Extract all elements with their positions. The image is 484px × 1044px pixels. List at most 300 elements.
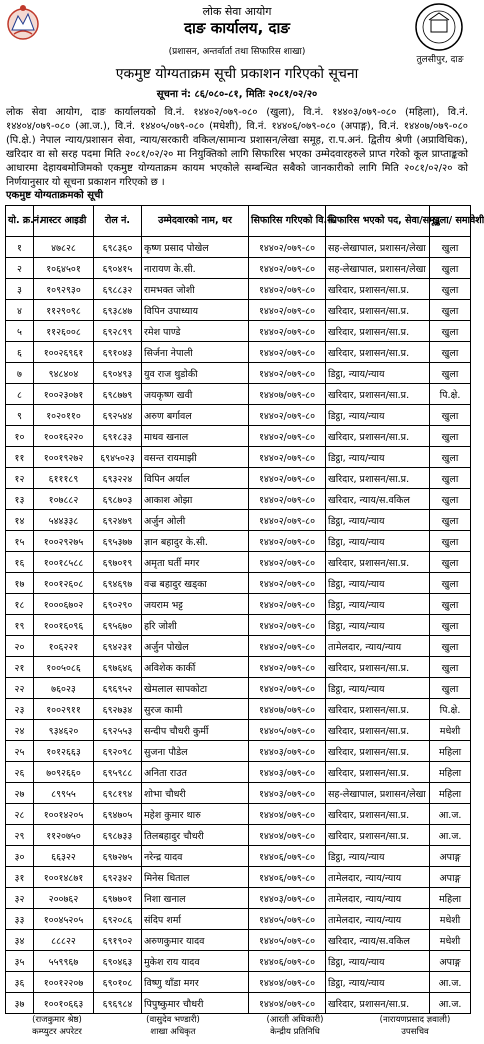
cell-serial: १५ bbox=[6, 531, 34, 552]
cell-roll-no: ६९०४९३ bbox=[94, 363, 142, 384]
cell-serial: १७ bbox=[6, 573, 34, 594]
cell-post: डिट्ठा, न्याय/न्याय bbox=[326, 363, 430, 384]
cell-roll-no: ६९०४१५ bbox=[94, 258, 142, 279]
table-row bbox=[6, 342, 471, 363]
signatory-role: कम्प्युटर अपरेटर bbox=[32, 1027, 82, 1037]
cell-post: डिट्ठा, न्याय/न्याय bbox=[326, 972, 430, 993]
cell-master-id: ९३४६२० bbox=[34, 720, 94, 741]
cell-advert-no: १४४०४/०७९-८० bbox=[249, 804, 326, 825]
column-header-candidate-name: उम्मेदवारको नाम, थर bbox=[142, 206, 249, 237]
cell-post: डिट्ठा, न्याय/न्याय bbox=[326, 594, 430, 615]
notice-title: एकमुष्ट योग्यताक्रम सूची प्रकाशन गरिएको सूचना bbox=[115, 66, 359, 82]
cell-category: अपाङ्ग bbox=[430, 846, 471, 867]
cell-advert-no: १४४०२/०७९-८० bbox=[249, 531, 326, 552]
cell-advert-no: १४४०२/०७९-८० bbox=[249, 300, 326, 321]
cell-category: खुला bbox=[430, 363, 471, 384]
cell-roll-no: ६९४७०५ bbox=[94, 804, 142, 825]
table-row bbox=[6, 720, 471, 741]
cell-roll-no: ६९७०१९ bbox=[94, 552, 142, 573]
table-row bbox=[6, 489, 471, 510]
table-row bbox=[6, 615, 471, 636]
cell-serial: २५ bbox=[6, 741, 34, 762]
cell-post: तामेलदार, न्याय/न्याय bbox=[326, 867, 430, 888]
cell-advert-no: १४४०२/०७९-८० bbox=[249, 258, 326, 279]
cell-category: खुला bbox=[430, 615, 471, 636]
cell-candidate-name: वज्र बहादुर खड्का bbox=[142, 573, 249, 594]
signature-central-representative bbox=[240, 1014, 350, 1038]
table-row bbox=[6, 888, 471, 909]
cell-candidate-name: आकाश ओझा bbox=[142, 489, 249, 510]
cell-master-id: ६१११८९ bbox=[34, 468, 94, 489]
column-header-post: सिफारिस भएको पद, सेवा/समूह bbox=[326, 206, 430, 237]
cell-category: अपाङ्ग bbox=[430, 867, 471, 888]
signatory-role: उपसचिव bbox=[401, 1027, 429, 1037]
table-row bbox=[6, 783, 471, 804]
cell-master-id: ८८८२२ bbox=[34, 930, 94, 951]
cell-serial: २० bbox=[6, 636, 34, 657]
merit-list-table bbox=[5, 205, 484, 1014]
cell-serial: २७ bbox=[6, 783, 34, 804]
cell-post: तामेलदार, न्याय/न्याय bbox=[326, 909, 430, 930]
cell-candidate-name: सुरज कामी bbox=[142, 699, 249, 720]
signature-section-officer bbox=[118, 1014, 228, 1038]
cell-post: डिट्ठा, न्याय/न्याय bbox=[326, 510, 430, 531]
notice-body: लोक सेवा आयोग, दाङ कार्यालयको वि.नं. १४४०२/०७९-०८० (खुला), वि.नं. १४४०३/०७९-०८० (महिला), वि.नं. १४४०४/०७९-०८० (आ.ज.), वि.नं. १४४०५/०७९-०८० (मधेशी), वि.नं. १४४०६/०७९-०८० (अपाङ्ग), वि.नं. १४४०७/०७९-०८० (पि.क्षे.) नेपाल न्याय/प्रशासन सेवा, न्याय/सरकारी वकिल/सामान्य प्रशासन/लेखा समूह, रा.प.अनं. द्वितीय श्रेणी (अप्राविधिक), खरिदार वा सो सरह पदमा मिति २०८१/०२/२० मा नियुक्तिको लागि सिफारिस भएका उम्मेदवारहरुले प्राप्त गरेको कूल प्राप्ताङ्कको आधारमा देहायबमोजिमको एकमुष्ट योग्यताक्रम कायम भएकोले सम्बन्धित सबैको जानकारीको लागि मिति २०८१/०२/२० को निर्णयानुसार यो सूचना प्रकाशन गरिएको छ । bbox=[6, 107, 468, 188]
cell-master-id: १००१२२०७ bbox=[34, 972, 94, 993]
table-row bbox=[6, 552, 471, 573]
cell-category: खुला bbox=[430, 594, 471, 615]
cell-advert-no: १४४०३/०७९-८० bbox=[249, 783, 326, 804]
cell-master-id: १०७८८२ bbox=[34, 489, 94, 510]
cell-advert-no: १४४०४/०७९-८० bbox=[249, 825, 326, 846]
table-row bbox=[6, 867, 471, 888]
cell-post: खरिदार, न्याय/स.वकिल bbox=[326, 930, 430, 951]
cell-candidate-name: संदिप शर्मा bbox=[142, 909, 249, 930]
cell-candidate-name: मुकेश राय यादव bbox=[142, 951, 249, 972]
table-row bbox=[6, 972, 471, 993]
cell-post: डिट्ठा, न्याय/न्याय bbox=[326, 531, 430, 552]
cell-master-id: ११२६००८ bbox=[34, 321, 94, 342]
table-row bbox=[6, 447, 471, 468]
cell-master-id: १००४५२०५ bbox=[34, 909, 94, 930]
cell-advert-no: १४४०२/०७९-८० bbox=[249, 510, 326, 531]
cell-category: खुला bbox=[430, 489, 471, 510]
cell-roll-no: ६९०२९० bbox=[94, 594, 142, 615]
table-row bbox=[6, 678, 471, 699]
cell-post: खरिदार, प्रशासन/सा.प्र. bbox=[326, 804, 430, 825]
table-header-row bbox=[6, 206, 471, 237]
cell-category: खुला bbox=[430, 426, 471, 447]
cell-category: खुला bbox=[430, 279, 471, 300]
cell-master-id: १००१८५८८ bbox=[34, 552, 94, 573]
cell-roll-no: ६९४५०२३ bbox=[94, 447, 142, 468]
table-row bbox=[6, 993, 471, 1014]
cell-category: मधेशी bbox=[430, 720, 471, 741]
cell-candidate-name: तिलबहादुर चौधरी bbox=[142, 825, 249, 846]
cell-category: आ.ज. bbox=[430, 993, 471, 1014]
cell-candidate-name: रमेश पाण्डे bbox=[142, 321, 249, 342]
cell-category: आ.ज. bbox=[430, 804, 471, 825]
cell-advert-no: १४४०४/०७९-८० bbox=[249, 993, 326, 1014]
cell-serial: २ bbox=[6, 258, 34, 279]
cell-post: खरिदार, प्रशासन/सा.प्र. bbox=[326, 762, 430, 783]
cell-candidate-name: नरेन्द्र यादव bbox=[142, 846, 249, 867]
cell-post: खरिदार, प्रशासन/सा.प्र. bbox=[326, 993, 430, 1014]
branch-name: (प्रशासन, अन्तर्वार्ता तथा सिफारिस शाखा) bbox=[168, 47, 306, 57]
cell-candidate-name: अरुणकुमार यादव bbox=[142, 930, 249, 951]
table-row bbox=[6, 300, 471, 321]
cell-advert-no: १४४०२/०७९-८० bbox=[249, 678, 326, 699]
signature-under-secretary bbox=[360, 1014, 470, 1038]
signatory-name: (आरती अधिकारी) bbox=[266, 1015, 324, 1025]
cell-category: खुला bbox=[430, 342, 471, 363]
table-row bbox=[6, 909, 471, 930]
cell-roll-no: ६९०४६३ bbox=[94, 951, 142, 972]
cell-post: खरिदार, प्रशासन/सा.प्र. bbox=[326, 279, 430, 300]
cell-post: खरिदार, प्रशासन/सा.प्र. bbox=[326, 384, 430, 405]
cell-candidate-name: रामभक्त जोशी bbox=[142, 279, 249, 300]
cell-candidate-name: मिनेस धिताल bbox=[142, 867, 249, 888]
cell-candidate-name: निशा खनाल bbox=[142, 888, 249, 909]
cell-candidate-name: सुजना पौडेल bbox=[142, 741, 249, 762]
cell-category: खुला bbox=[430, 552, 471, 573]
cell-advert-no: १४४०६/०७९-८० bbox=[249, 846, 326, 867]
cell-serial: ३६ bbox=[6, 972, 34, 993]
table-row bbox=[6, 468, 471, 489]
cell-post: खरिदार, प्रशासन/सा.प्र. bbox=[326, 342, 430, 363]
column-header-master-id: मास्टर आइडी bbox=[34, 206, 94, 237]
cell-category: खुला bbox=[430, 468, 471, 489]
cell-serial: ३५ bbox=[6, 951, 34, 972]
cell-roll-no: ६९५३७७ bbox=[94, 531, 142, 552]
cell-candidate-name: कृष्ण प्रसाद पोखेल bbox=[142, 237, 249, 258]
cell-master-id: २००७६२ bbox=[34, 888, 94, 909]
signatory-name: (वासुदेव भण्डारी) bbox=[146, 1015, 200, 1025]
cell-advert-no: १४४०२/०७९-८० bbox=[249, 405, 326, 426]
cell-candidate-name: अमृता घर्ती मगर bbox=[142, 552, 249, 573]
cell-candidate-name: अर्जुन पोखेल bbox=[142, 636, 249, 657]
cell-post: डिट्ठा, न्याय/न्याय bbox=[326, 615, 430, 636]
cell-serial: १८ bbox=[6, 594, 34, 615]
cell-serial: ३७ bbox=[6, 993, 34, 1014]
cell-candidate-name: नारायण के.सी. bbox=[142, 258, 249, 279]
column-header-advert-no: सिफारिस गरिएको वि.नं. bbox=[249, 206, 326, 237]
cell-advert-no: १४४०५/०७९-८० bbox=[249, 720, 326, 741]
cell-roll-no: ६९१८३३ bbox=[94, 426, 142, 447]
table-row bbox=[6, 741, 471, 762]
cell-serial: ३४ bbox=[6, 930, 34, 951]
cell-serial: २६ bbox=[6, 762, 34, 783]
cell-post: खरिदार, प्रशासन/सा.प्र. bbox=[326, 300, 430, 321]
cell-roll-no: ६९४२३१ bbox=[94, 636, 142, 657]
column-header-serial: यो. क्र.नं. bbox=[6, 206, 34, 237]
cell-roll-no: ६९२७३४ bbox=[94, 699, 142, 720]
table-row bbox=[6, 510, 471, 531]
cell-advert-no: १४४०४/०७९-८० bbox=[249, 972, 326, 993]
table-row bbox=[6, 762, 471, 783]
table-row bbox=[6, 426, 471, 447]
cell-post: खरिदार, न्याय/स.वकिल bbox=[326, 489, 430, 510]
cell-roll-no: ६९२५४४ bbox=[94, 405, 142, 426]
cell-serial: ८ bbox=[6, 384, 34, 405]
cell-master-id: १००१४२०५ bbox=[34, 804, 94, 825]
office-name: दाङ कार्यालय, दाङ bbox=[184, 19, 290, 37]
cell-master-id: १०२०११० bbox=[34, 405, 94, 426]
signature-computer-operator bbox=[2, 1014, 112, 1038]
cell-category: खुला bbox=[430, 636, 471, 657]
cell-post: सह-लेखापाल, प्रशासन/लेखा bbox=[326, 258, 430, 279]
cell-category: खुला bbox=[430, 321, 471, 342]
cell-serial: २२ bbox=[6, 678, 34, 699]
cell-post: डिट्ठा, न्याय/न्याय bbox=[326, 951, 430, 972]
cell-serial: २९ bbox=[6, 825, 34, 846]
cell-advert-no: १४४०७/०७९-८० bbox=[249, 699, 326, 720]
cell-candidate-name: ज्ञान बहादुर के.सी. bbox=[142, 531, 249, 552]
cell-advert-no: १४४०२/०७९-८० bbox=[249, 657, 326, 678]
cell-serial: ३२ bbox=[6, 888, 34, 909]
cell-post: डिट्ठा, न्याय/न्याय bbox=[326, 846, 430, 867]
cell-serial: १० bbox=[6, 426, 34, 447]
cell-master-id: १०६४५०१ bbox=[34, 258, 94, 279]
cell-advert-no: १४४०२/०७९-८० bbox=[249, 489, 326, 510]
cell-post: खरिदार, प्रशासन/सा.प्र. bbox=[326, 426, 430, 447]
table-row bbox=[6, 384, 471, 405]
cell-serial: १ bbox=[6, 237, 34, 258]
cell-post: खरिदार, प्रशासन/सा.प्र. bbox=[326, 741, 430, 762]
cell-advert-no: १४४०२/०७९-८० bbox=[249, 237, 326, 258]
table-row bbox=[6, 531, 471, 552]
cell-roll-no: ६९२८९९ bbox=[94, 321, 142, 342]
cell-category: पि.क्षे. bbox=[430, 699, 471, 720]
cell-master-id: १००२३०७१ bbox=[34, 384, 94, 405]
cell-master-id: ७६०२३ bbox=[34, 678, 94, 699]
cell-candidate-name: महेश कुमार थारु bbox=[142, 804, 249, 825]
cell-advert-no: १४४०७/०७९-८० bbox=[249, 384, 326, 405]
cell-candidate-name: जयराम भट्ट bbox=[142, 594, 249, 615]
cell-advert-no: १४४०२/०७९-८० bbox=[249, 594, 326, 615]
cell-candidate-name: हरि जोशी bbox=[142, 615, 249, 636]
table-row bbox=[6, 237, 471, 258]
cell-roll-no: ६९५६७० bbox=[94, 615, 142, 636]
cell-category: मधेशी bbox=[430, 930, 471, 951]
cell-category: खुला bbox=[430, 510, 471, 531]
cell-advert-no: १४४०२/०७९-८० bbox=[249, 552, 326, 573]
signatory-name: (नारायणप्रसाद ज्ञवाली) bbox=[379, 1015, 451, 1025]
cell-master-id: १०१२६६३ bbox=[34, 741, 94, 762]
cell-advert-no: १४४०३/०७९-८० bbox=[249, 762, 326, 783]
signatory-role: शाखा अधिकृत bbox=[150, 1027, 196, 1037]
table-row bbox=[6, 825, 471, 846]
cell-category: खुला bbox=[430, 405, 471, 426]
cell-roll-no: ६९३८४७ bbox=[94, 300, 142, 321]
cell-category: खुला bbox=[430, 657, 471, 678]
cell-post: खरिदार, प्रशासन/सा.प्र. bbox=[326, 825, 430, 846]
cell-category: खुला bbox=[430, 300, 471, 321]
cell-candidate-name: विपिन उपाध्याय bbox=[142, 300, 249, 321]
cell-category: आ.ज. bbox=[430, 825, 471, 846]
cell-advert-no: १४४०३/०७९-८० bbox=[249, 741, 326, 762]
cell-master-id: ११२०७५० bbox=[34, 825, 94, 846]
cell-post: सह-लेखापाल, प्रशासन/लेखा bbox=[326, 237, 430, 258]
seal-caption: तुलसीपुर, दाङ bbox=[416, 55, 464, 65]
cell-candidate-name: माधव खनाल bbox=[142, 426, 249, 447]
cell-advert-no: १४४०२/०७९-८० bbox=[249, 615, 326, 636]
cell-master-id: १००१६०९६ bbox=[34, 615, 94, 636]
cell-serial: ४ bbox=[6, 300, 34, 321]
cell-serial: १६ bbox=[6, 552, 34, 573]
cell-roll-no: ६९८७०३ bbox=[94, 489, 142, 510]
cell-candidate-name: खेमलाल सापकोटा bbox=[142, 678, 249, 699]
cell-master-id: १००१२६०८ bbox=[34, 573, 94, 594]
cell-roll-no: ६९१९०२ bbox=[94, 930, 142, 951]
cell-category: अपाङ्ग bbox=[430, 951, 471, 972]
cell-candidate-name: सन्दीप चौधरी कुर्मी bbox=[142, 720, 249, 741]
signatory-role: केन्द्रीय प्रतिनिधि bbox=[270, 1027, 320, 1037]
table-title: एकमुष्ट योग्यताक्रमको सूची bbox=[6, 190, 103, 201]
cell-advert-no: १४४०५/०७९-८० bbox=[249, 930, 326, 951]
cell-master-id: ८९९५५ bbox=[34, 783, 94, 804]
cell-master-id: १००१०६६३ bbox=[34, 993, 94, 1014]
table-row bbox=[6, 258, 471, 279]
cell-category: खुला bbox=[430, 531, 471, 552]
cell-roll-no: ६९६९५२ bbox=[94, 678, 142, 699]
cell-post: डिट्ठा, न्याय/न्याय bbox=[326, 405, 430, 426]
cell-post: खरिदार, प्रशासन/सा.प्र. bbox=[326, 699, 430, 720]
cell-category: मधेशी bbox=[430, 909, 471, 930]
cell-post: खरिदार, प्रशासन/सा.प्र. bbox=[326, 321, 430, 342]
cell-advert-no: १४४०२/०७९-८० bbox=[249, 363, 326, 384]
cell-roll-no: ६९५९८८ bbox=[94, 762, 142, 783]
table-row bbox=[6, 594, 471, 615]
cell-candidate-name: युव राज थुडोकी bbox=[142, 363, 249, 384]
cell-roll-no: ६९७२७५ bbox=[94, 846, 142, 867]
cell-roll-no: ६९२५५३ bbox=[94, 720, 142, 741]
cell-candidate-name: सिर्जना नेपाली bbox=[142, 342, 249, 363]
cell-serial: १४ bbox=[6, 510, 34, 531]
cell-serial: ३ bbox=[6, 279, 34, 300]
cell-serial: ३१ bbox=[6, 867, 34, 888]
cell-candidate-name: पिपुष्कुमार चौधरी bbox=[142, 993, 249, 1014]
cell-post: डिट्ठा, न्याय/न्याय bbox=[326, 678, 430, 699]
cell-category: महिला bbox=[430, 762, 471, 783]
cell-candidate-name: अनिता राउत bbox=[142, 762, 249, 783]
cell-master-id: १००२९११ bbox=[34, 699, 94, 720]
cell-category: खुला bbox=[430, 678, 471, 699]
cell-serial: १३ bbox=[6, 489, 34, 510]
cell-master-id: १००२९२७५ bbox=[34, 531, 94, 552]
table-row bbox=[6, 573, 471, 594]
cell-roll-no: ६९४६९७ bbox=[94, 573, 142, 594]
cell-master-id: १००५०८६ bbox=[34, 657, 94, 678]
cell-serial: २३ bbox=[6, 699, 34, 720]
cell-master-id: ७०९२६६० bbox=[34, 762, 94, 783]
cell-master-id: १००२६९६१ bbox=[34, 342, 94, 363]
cell-candidate-name: विष्णु थाँडा मगर bbox=[142, 972, 249, 993]
cell-candidate-name: अविशेक कार्की bbox=[142, 657, 249, 678]
table-row bbox=[6, 846, 471, 867]
cell-category: महिला bbox=[430, 741, 471, 762]
cell-roll-no: ६९२३४२ bbox=[94, 867, 142, 888]
cell-serial: ११ bbox=[6, 447, 34, 468]
notice-number: सूचना नं: ८६/०८०-८१, मितिः २०८१/०२/२० bbox=[156, 89, 318, 100]
cell-roll-no: ६९६९८४ bbox=[94, 993, 142, 1014]
cell-post: सह-लेखापाल, प्रशासन/लेखा bbox=[326, 783, 430, 804]
cell-serial: ५ bbox=[6, 321, 34, 342]
cell-master-id: ४७८२८ bbox=[34, 237, 94, 258]
cell-advert-no: १४४०५/०७९-८० bbox=[249, 909, 326, 930]
cell-category: खुला bbox=[430, 237, 471, 258]
cell-advert-no: १४४०६/०७९-८० bbox=[249, 867, 326, 888]
cell-category: खुला bbox=[430, 258, 471, 279]
cell-roll-no: ६९८३६० bbox=[94, 237, 142, 258]
cell-serial: ३० bbox=[6, 846, 34, 867]
cell-post: खरिदार, प्रशासन/सा.प्र. bbox=[326, 720, 430, 741]
cell-post: खरिदार, प्रशासन/सा.प्र. bbox=[326, 468, 430, 489]
cell-category: महिला bbox=[430, 888, 471, 909]
cell-roll-no: ६९२०९८ bbox=[94, 741, 142, 762]
cell-advert-no: १४४०२/०७९-८० bbox=[249, 468, 326, 489]
cell-master-id: १०९२९३० bbox=[34, 279, 94, 300]
cell-roll-no: ६९१०४३ bbox=[94, 342, 142, 363]
cell-advert-no: १४४०२/०७९-८० bbox=[249, 573, 326, 594]
cell-post: डिट्ठा, न्याय/न्याय bbox=[326, 447, 430, 468]
cell-serial: ३३ bbox=[6, 909, 34, 930]
cell-master-id: १००१९२७२ bbox=[34, 447, 94, 468]
commission-name: लोक सेवा आयोग bbox=[202, 5, 272, 18]
cell-serial: ९ bbox=[6, 405, 34, 426]
cell-roll-no: ६९२४७९ bbox=[94, 510, 142, 531]
table-row bbox=[6, 951, 471, 972]
cell-candidate-name: विपिन अर्याल bbox=[142, 468, 249, 489]
cell-serial: ६ bbox=[6, 342, 34, 363]
cell-advert-no: १४४०२/०७९-८० bbox=[249, 636, 326, 657]
cell-serial: २४ bbox=[6, 720, 34, 741]
cell-master-id: ५४४३३८ bbox=[34, 510, 94, 531]
cell-advert-no: १४४०२/०७९-८० bbox=[249, 279, 326, 300]
cell-post: खरिदार, प्रशासन/सा.प्र. bbox=[326, 552, 430, 573]
cell-roll-no: ६९८७३३ bbox=[94, 825, 142, 846]
psc-seal-icon bbox=[414, 2, 464, 52]
cell-candidate-name: जयकृष्ण खवी bbox=[142, 384, 249, 405]
cell-roll-no: ६९२०८६ bbox=[94, 909, 142, 930]
cell-advert-no: १४४०२/०७९-८० bbox=[249, 342, 326, 363]
cell-post: डिट्ठा, न्याय/न्याय bbox=[326, 573, 430, 594]
table-row bbox=[6, 930, 471, 951]
cell-advert-no: १४४०३/०७९-८० bbox=[249, 888, 326, 909]
cell-candidate-name: वसन्त रायमाझी bbox=[142, 447, 249, 468]
cell-roll-no: ६९८७७९ bbox=[94, 384, 142, 405]
cell-category: खुला bbox=[430, 447, 471, 468]
table-row bbox=[6, 279, 471, 300]
cell-roll-no: ६९०१०८ bbox=[94, 972, 142, 993]
cell-category: महिला bbox=[430, 783, 471, 804]
cell-master-id: ६६३२२ bbox=[34, 846, 94, 867]
column-header-roll-no: रोल नं. bbox=[94, 206, 142, 237]
column-header-category: खुला/ समावेशी bbox=[430, 206, 471, 237]
cell-post: तामेलदार, न्याय/न्याय bbox=[326, 636, 430, 657]
cell-post: खरिदार, प्रशासन/सा.प्र. bbox=[326, 657, 430, 678]
cell-category: खुला bbox=[430, 573, 471, 594]
cell-roll-no: ६९८८३२ bbox=[94, 279, 142, 300]
table-row bbox=[6, 405, 471, 426]
cell-serial: २१ bbox=[6, 657, 34, 678]
cell-master-id: १०६२२१ bbox=[34, 636, 94, 657]
table-row bbox=[6, 804, 471, 825]
cell-master-id: १०००६७०२ bbox=[34, 594, 94, 615]
cell-master-id: १००१६२२० bbox=[34, 426, 94, 447]
cell-advert-no: १४४०२/०७९-८० bbox=[249, 426, 326, 447]
cell-candidate-name: अरुण बर्गावल bbox=[142, 405, 249, 426]
